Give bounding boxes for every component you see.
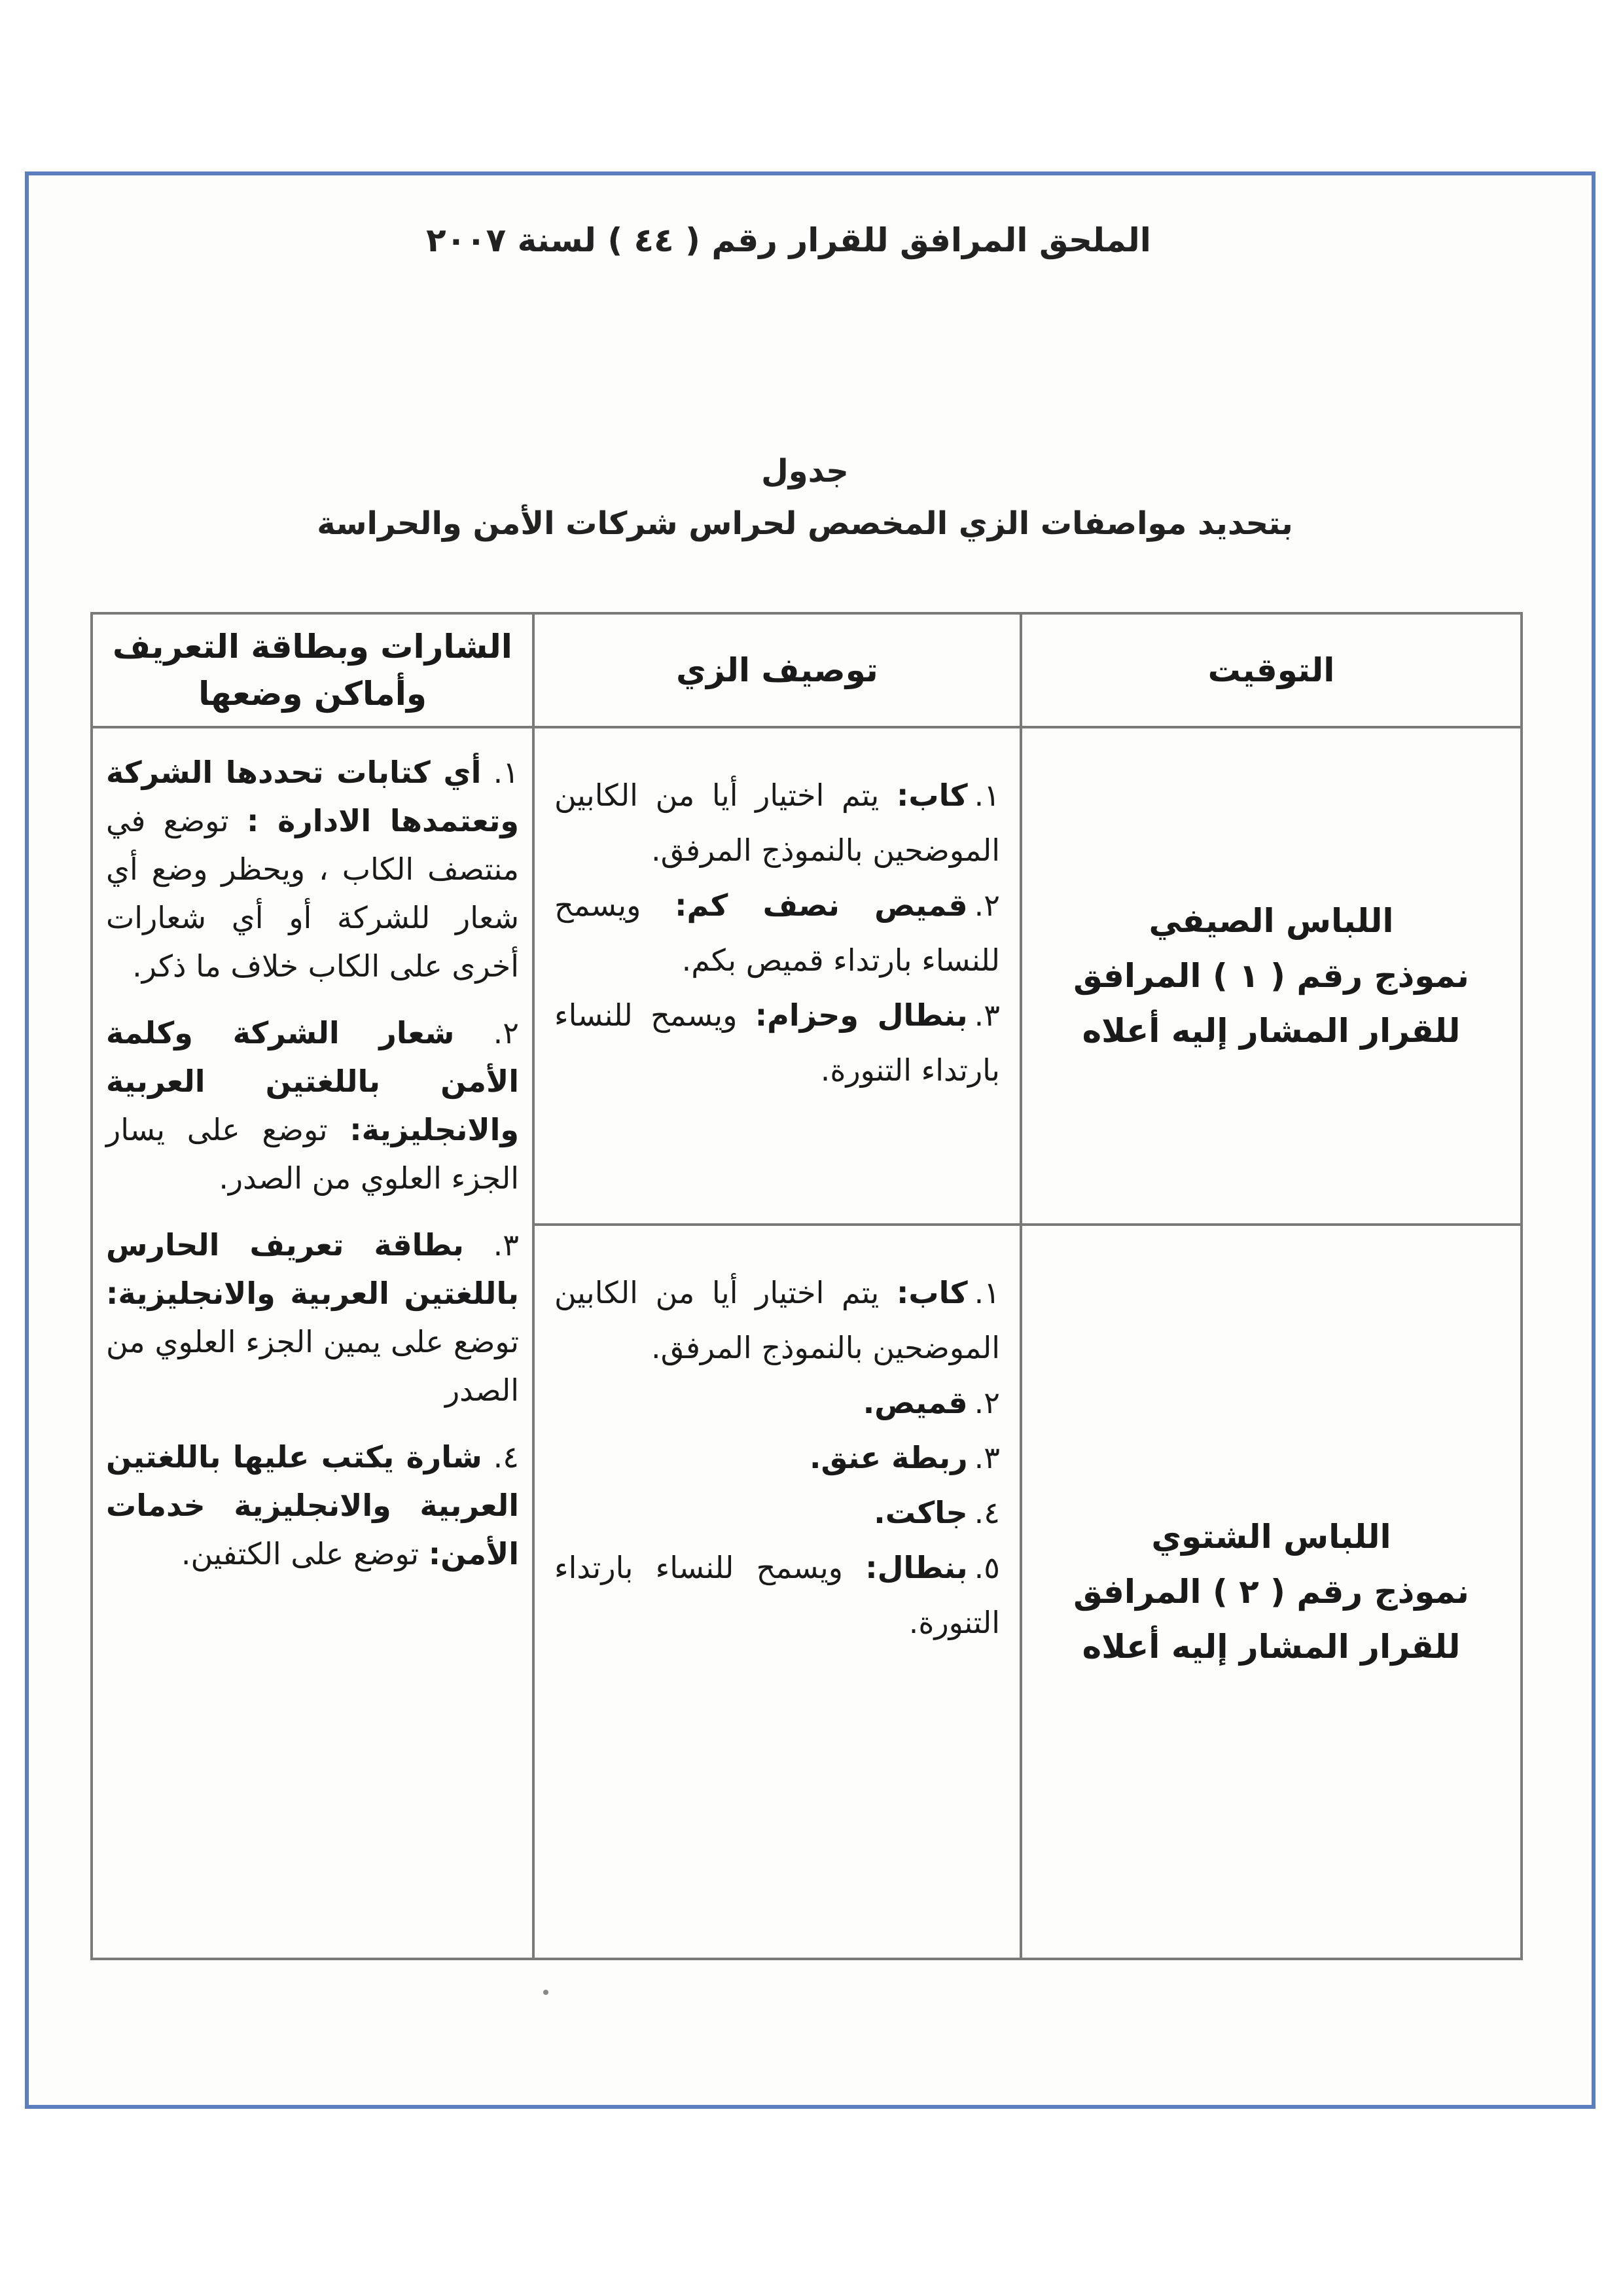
list-item: ٢.قميص نصف كم: ويسمح للنساء بارتداء قميص بكم. <box>554 888 1000 978</box>
winter-timing-line3: للقرار المشار إليه أعلاه <box>1082 1628 1461 1666</box>
summer-timing-cell <box>1021 727 1522 1225</box>
winter-spec-cell <box>533 1225 1021 1959</box>
table-header-row <box>92 613 1522 727</box>
list-item: ١. أي كتابات تحددها الشركة وتعتمدها الادارة : توضع في منتصف الكاب ، ويحظر وضع أي شعار للشركة أو أي شعارات أخرى على الكاب خلاف ما ذكر. <box>106 755 520 984</box>
list-item: ١.كاب: يتم اختيار أيا من الكابين الموضحين بالنموذج المرفق. <box>554 1275 1000 1365</box>
list-item: ١.كاب: يتم اختيار أيا من الكابين الموضحين بالنموذج المرفق. <box>554 778 1000 868</box>
annex-heading: الملحق المرافق للقرار رقم ( ٤٤ ) لسنة ٢٠٠٧ <box>426 221 1151 259</box>
scan-speck <box>543 1990 548 1995</box>
list-item: ٣. بطاقة تعريف الحارس باللغتين العربية والانجليزية: توضع على يمين الجزء العلوي من الصدر <box>106 1227 520 1408</box>
table-title-line1: جدول <box>761 453 849 490</box>
table-title-line2: بتحديد مواصفات الزي المخصص لحراس شركات الأمن والحراسة <box>317 505 1293 542</box>
winter-timing-cell <box>1021 1225 1522 1959</box>
uniform-spec-table <box>90 612 1523 1960</box>
winter-timing-line1: اللباس الشتوي <box>1151 1518 1391 1556</box>
list-item: ٤.جاكت. <box>874 1495 1000 1530</box>
list-item: ٣.بنطال وحزام: ويسمح للنساء بارتداء التنورة. <box>554 997 1000 1088</box>
summer-timing-line1: اللباس الصيفي <box>1149 902 1394 940</box>
list-item: ٢. شعار الشركة وكلمة الأمن باللغتين العربية والانجليزية: توضع على يسار الجزء العلوي من الصدر. <box>106 1015 520 1196</box>
list-item: ٤. شارة يكتب عليها باللغتين العربية والانجليزية خدمات الأمن: توضع على الكتفين. <box>106 1439 520 1571</box>
list-item: ٢.قميص. <box>863 1385 1000 1420</box>
summer-spec-cell <box>533 727 1021 1225</box>
table-title <box>262 445 1348 550</box>
col-header-timing: التوقيت <box>1021 613 1522 727</box>
summer-timing-line2: نموذج رقم ( ١ ) المرافق <box>1073 957 1469 995</box>
col-header-badges: الشارات وبطاقة التعريف وأماكن وضعها <box>92 613 533 727</box>
table-row-summer <box>92 727 1522 1225</box>
col-header-uniform-description: توصيف الزي <box>533 613 1021 727</box>
list-item: ٣.ربطة عنق. <box>810 1440 1000 1475</box>
summer-timing-line3: للقرار المشار إليه أعلاه <box>1082 1012 1461 1050</box>
badges-cell <box>92 727 533 1959</box>
list-item: ٥.بنطال: ويسمح للنساء بارتداء التنورة. <box>554 1550 1001 1640</box>
winter-timing-line2: نموذج رقم ( ٢ ) المرافق <box>1073 1573 1469 1611</box>
